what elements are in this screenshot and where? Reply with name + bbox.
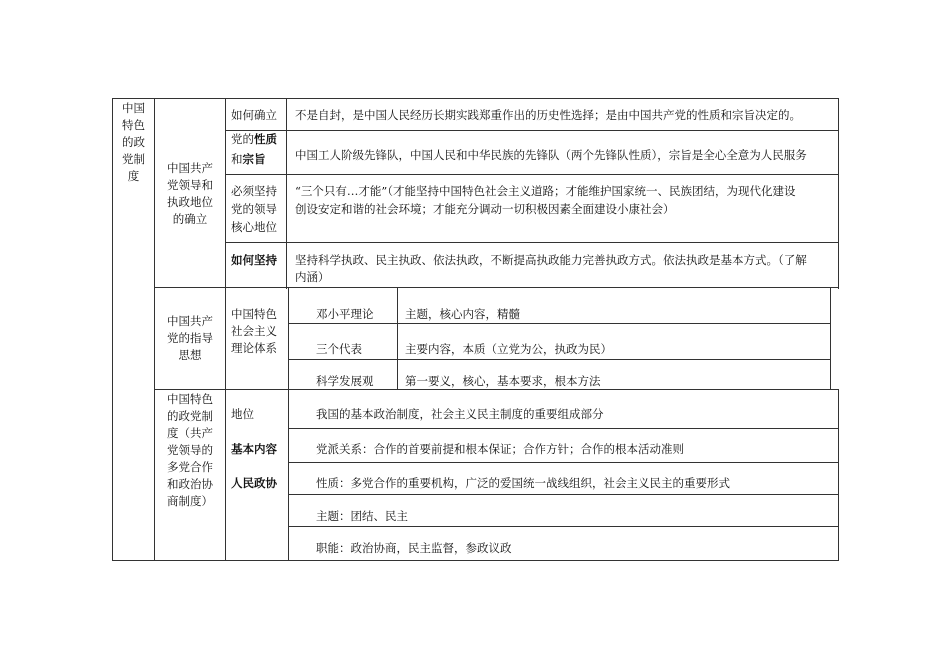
section-title-line: 党领导和 xyxy=(167,178,213,192)
right-border xyxy=(830,287,831,389)
row-label: 必须坚持 xyxy=(231,184,277,198)
row-text: 性质：多党合作的重要机构，广泛的爱国统一战线组织，社会主义民主的重要形式 xyxy=(316,476,730,490)
label-part: 和 xyxy=(231,152,243,166)
section-divider xyxy=(154,287,839,288)
heading-line: 特色 xyxy=(122,118,145,132)
section-title-line: 党的指导 xyxy=(167,331,213,345)
section-title-line: 商制度） xyxy=(167,494,213,508)
theory-name: 邓小平理论 xyxy=(316,307,374,321)
section-title-line: 思想 xyxy=(178,348,202,362)
col2-divider xyxy=(225,287,226,389)
row-text: 坚持科学执政、民主执政、依法执政，不断提高执政能力完善执政方式。依法执政是基本方式。（了解 xyxy=(295,253,807,267)
row-label xyxy=(231,151,266,168)
right-border xyxy=(838,98,839,289)
section-title-line: 执政地位 xyxy=(167,195,213,209)
theory-system-label: 中国特色 xyxy=(231,307,277,321)
col3-divider xyxy=(288,389,289,561)
col2-divider xyxy=(225,389,226,561)
row-label: 人民政协 xyxy=(231,476,277,490)
col2-divider xyxy=(225,98,226,287)
row-text: 党派关系：合作的首要前提和根本保证；合作方针；合作的根本活动准则 xyxy=(316,442,684,456)
section-title-line: 中国特色 xyxy=(167,392,213,406)
theory-desc: 主要内容，本质（立党为公，执政为民） xyxy=(405,342,612,356)
theory-name: 科学发展观 xyxy=(316,374,374,388)
right-border xyxy=(838,389,839,561)
table-top-border xyxy=(112,98,839,99)
row-label: 基本内容 xyxy=(231,442,277,456)
label-part: 党的 xyxy=(231,132,254,146)
row-text: 不是自封，是中国人民经历长期实践郑重作出的历史性选择；是由中国共产党的性质和宗旨决定的。 xyxy=(295,108,801,122)
row-label xyxy=(231,131,277,148)
row-divider xyxy=(225,130,839,131)
row-text: 职能：政治协商，民主监督，参政议政 xyxy=(316,541,512,555)
row-divider xyxy=(225,174,839,175)
section-title-line: 多党合作 xyxy=(167,460,213,474)
row-divider xyxy=(288,428,839,429)
theory-system-label: 理论体系 xyxy=(231,341,277,355)
row-text: 中国工人阶级先锋队，中国人民和中华民族的先锋队（两个先锋队性质），宗旨是全心全意为人民服务 xyxy=(295,148,807,162)
row-divider xyxy=(288,494,839,495)
row-label: 如何坚持 xyxy=(231,253,277,267)
label-part-bold: 宗旨 xyxy=(242,152,266,166)
label-part-bold: 性质 xyxy=(254,132,277,146)
section-title-line: 中国共产 xyxy=(167,161,213,175)
col4-divider xyxy=(397,287,398,389)
table-bottom-border xyxy=(112,560,839,561)
row-divider xyxy=(288,359,831,360)
section-title-line: 中国共产 xyxy=(167,314,213,328)
row-text: 创设安定和谐的社会环境；才能充分调动一切积极因素全面建设小康社会） xyxy=(295,202,675,216)
row-divider xyxy=(288,526,839,527)
theory-desc: 主题，核心内容，精髓 xyxy=(405,307,520,321)
theory-name: 三个代表 xyxy=(316,342,362,356)
section-title-line: 度（共产 xyxy=(167,426,213,440)
row-label: 核心地位 xyxy=(231,220,277,234)
row-divider xyxy=(288,462,839,463)
row-text: 内涵） xyxy=(295,270,330,284)
row-label: 地位 xyxy=(231,407,254,421)
col3-divider xyxy=(288,287,289,389)
row-label: 党的领导 xyxy=(231,202,277,216)
theory-desc: 第一要义，核心，基本要求，根本方法 xyxy=(405,374,601,388)
section-title-line: 的政党制 xyxy=(167,409,213,423)
row-divider xyxy=(225,242,839,243)
heading-line: 中国 xyxy=(122,101,145,115)
col3-divider xyxy=(286,98,287,289)
heading-line: 的政 xyxy=(122,135,145,149)
section-title-line: 党领导的 xyxy=(167,443,213,457)
section-title-line: 的确立 xyxy=(172,212,208,226)
theory-system-label: 社会主义 xyxy=(231,324,277,338)
heading-line: 度 xyxy=(127,169,140,183)
row-text: 主题：团结、民主 xyxy=(316,509,408,523)
heading-line: 党制 xyxy=(122,152,145,166)
row-label: 如何确立 xyxy=(231,108,277,122)
section-title-line: 和政治协 xyxy=(167,477,213,491)
row-text: 我国的基本政治制度，社会主义民主制度的重要组成部分 xyxy=(316,407,604,421)
row-divider xyxy=(288,323,831,324)
row-text: “三个只有…才能”（才能坚持中国特色社会主义道路；才能维护国家统一、民族团结，为现代化建设 xyxy=(295,184,796,198)
